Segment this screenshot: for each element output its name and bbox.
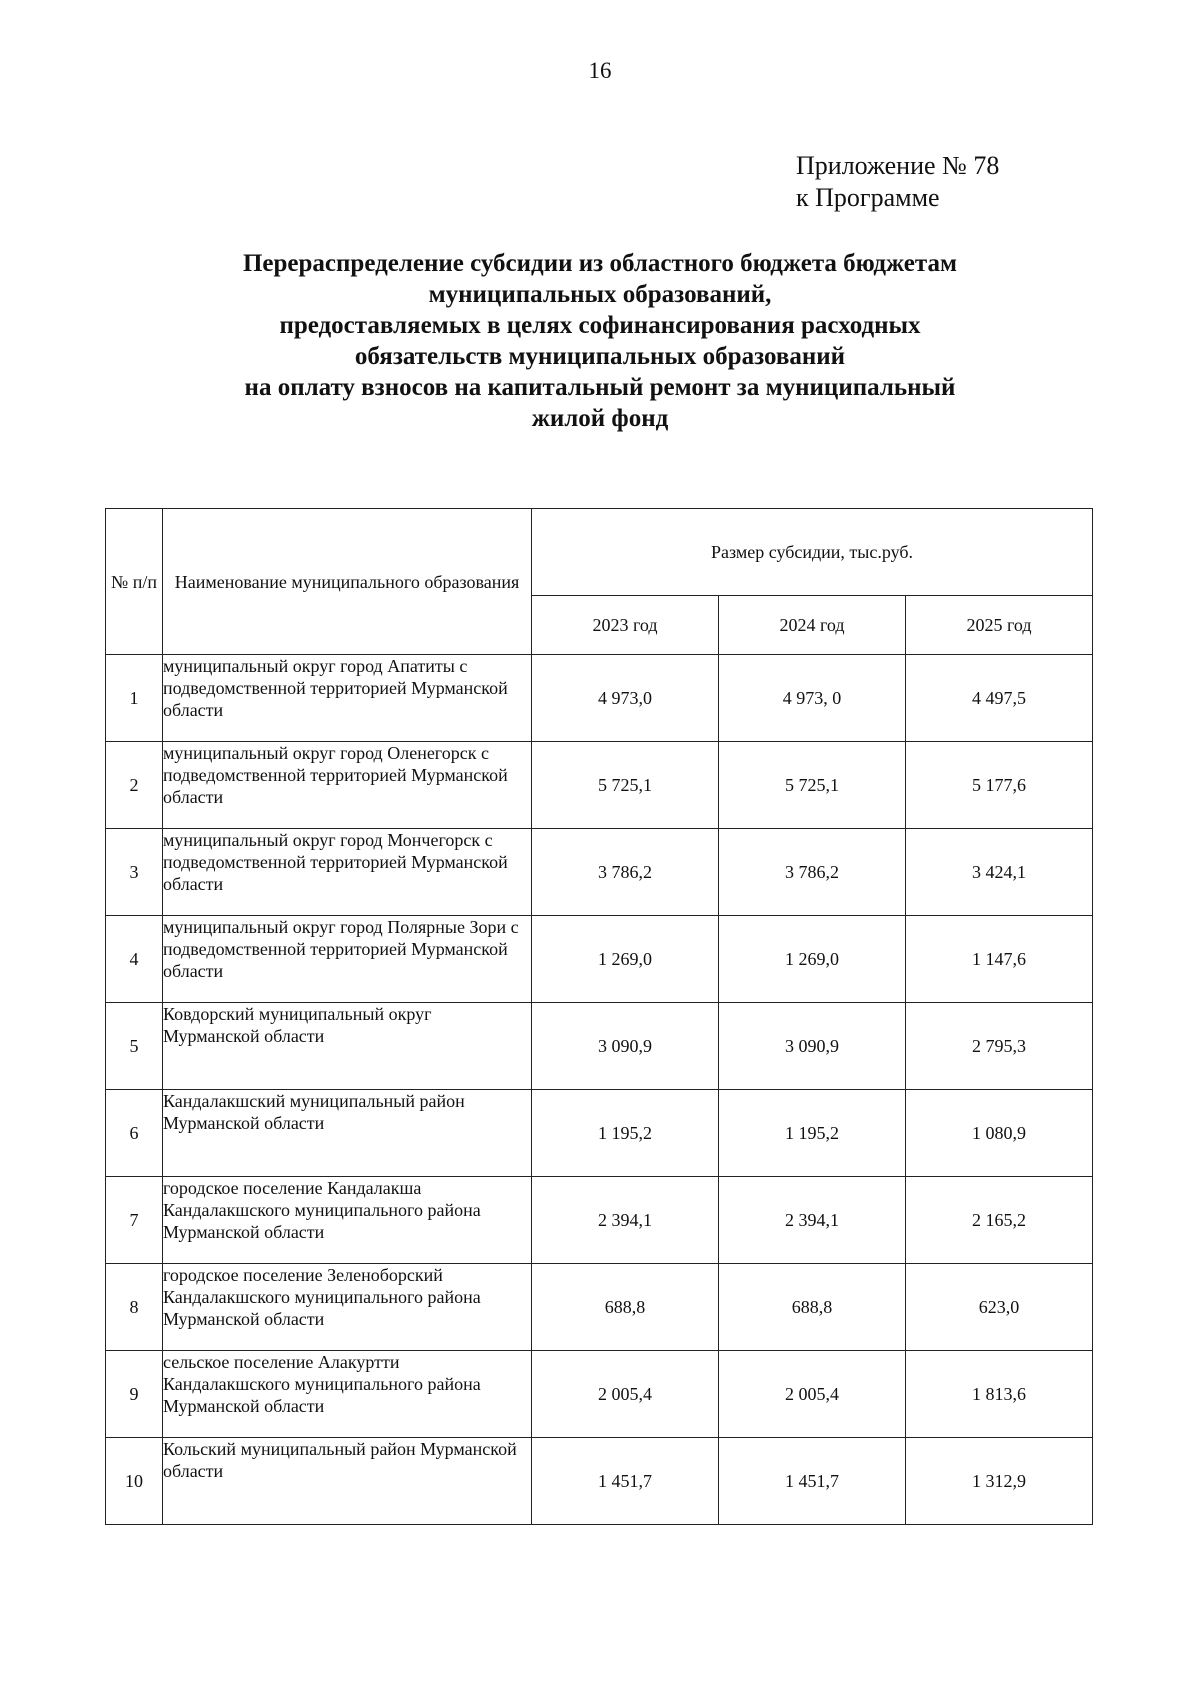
municipality-name: Ковдорский муниципальный округ Мурманской области [163, 1003, 532, 1090]
page-number: 16 [588, 58, 612, 83]
header-year-2025: 2025 год [906, 596, 1093, 655]
table-row [106, 655, 1093, 742]
value-2025: 623,0 [906, 1264, 1093, 1351]
municipality-name: муниципальный округ город Мончегорск с подведомственной территорией Мурманской области [163, 829, 532, 916]
value-2023: 1 451,7 [532, 1438, 719, 1525]
value-2023: 3 090,9 [532, 1003, 719, 1090]
table-row [106, 916, 1093, 1003]
row-number: 1 [106, 655, 163, 742]
title-line: Перераспределение субсидии из областного бюджета бюджетам [242, 250, 958, 277]
municipality-name: городское поселение Кандалакша Кандалакшского муниципального района Мурманской области [163, 1177, 532, 1264]
value-2024: 4 973, 0 [719, 655, 906, 742]
value-2024: 3 786,2 [719, 829, 906, 916]
value-2024: 688,8 [719, 1264, 906, 1351]
header-year-2024: 2024 год [719, 596, 906, 655]
title-line: муниципальных образований, [428, 281, 772, 308]
table-row [106, 1003, 1093, 1090]
municipality-name: сельское поселение Алакуртти Кандалакшского муниципального района Мурманской области [163, 1351, 532, 1438]
title-line: жилой фонд [531, 405, 669, 432]
table-row [106, 1351, 1093, 1438]
row-number: 5 [106, 1003, 163, 1090]
table-row [106, 1438, 1093, 1525]
value-2024: 2 394,1 [719, 1177, 906, 1264]
row-number: 8 [106, 1264, 163, 1351]
table-row [106, 1090, 1093, 1177]
municipality-name: муниципальный округ город Полярные Зори с подведомственной территорией Мурманской области [163, 916, 532, 1003]
value-2025: 1 147,6 [906, 916, 1093, 1003]
municipality-name: муниципальный округ город Оленегорск с подведомственной территорией Мурманской области [163, 742, 532, 829]
municipality-name: городское поселение Зеленоборский Кандалакшского муниципального района Мурманской области [163, 1264, 532, 1351]
value-2023: 2 005,4 [532, 1351, 719, 1438]
header-year-2023: 2023 год [532, 596, 719, 655]
value-2024: 5 725,1 [719, 742, 906, 829]
row-number: 2 [106, 742, 163, 829]
row-number: 7 [106, 1177, 163, 1264]
value-2025: 1 080,9 [906, 1090, 1093, 1177]
title-line: на оплату взносов на капитальный ремонт за муниципальный [244, 374, 956, 401]
appendix-line-2: к Программе [796, 183, 940, 212]
value-2024: 1 195,2 [719, 1090, 906, 1177]
value-2023: 1 269,0 [532, 916, 719, 1003]
document-title [140, 248, 1060, 434]
row-number: 10 [106, 1438, 163, 1525]
value-2025: 4 497,5 [906, 655, 1093, 742]
row-number: 6 [106, 1090, 163, 1177]
title-line: предоставляемых в целях софинансирования расходных [279, 312, 921, 339]
title-line: обязательств муниципальных образований [354, 343, 846, 370]
value-2023: 2 394,1 [532, 1177, 719, 1264]
value-2024: 3 090,9 [719, 1003, 906, 1090]
table-row [106, 742, 1093, 829]
row-number: 9 [106, 1351, 163, 1438]
municipality-name: Кандалакшский муниципальный район Мурманской области [163, 1090, 532, 1177]
value-2024: 2 005,4 [719, 1351, 906, 1438]
value-2024: 1 269,0 [719, 916, 906, 1003]
value-2024: 1 451,7 [719, 1438, 906, 1525]
subsidy-table [105, 508, 1093, 1525]
value-2025: 2 165,2 [906, 1177, 1093, 1264]
value-2025: 2 795,3 [906, 1003, 1093, 1090]
appendix-reference [796, 150, 999, 214]
value-2023: 3 786,2 [532, 829, 719, 916]
value-2025: 5 177,6 [906, 742, 1093, 829]
municipality-name: муниципальный округ город Апатиты с подведомственной территорией Мурманской области [163, 655, 532, 742]
value-2025: 1 312,9 [906, 1438, 1093, 1525]
value-2023: 1 195,2 [532, 1090, 719, 1177]
row-number: 3 [106, 829, 163, 916]
header-name: Наименование муниципального образования [163, 509, 532, 655]
table-row [106, 1177, 1093, 1264]
appendix-line-1: Приложение № 78 [796, 151, 1000, 180]
value-2025: 1 813,6 [906, 1351, 1093, 1438]
value-2023: 5 725,1 [532, 742, 719, 829]
value-2025: 3 424,1 [906, 829, 1093, 916]
row-number: 4 [106, 916, 163, 1003]
header-number: № п/п [106, 509, 163, 655]
value-2023: 4 973,0 [532, 655, 719, 742]
table-row [106, 829, 1093, 916]
municipality-name: Кольский муниципальный район Мурманской области [163, 1438, 532, 1525]
value-2023: 688,8 [532, 1264, 719, 1351]
table-row [106, 1264, 1093, 1351]
header-subsidy-size: Размер субсидии, тыс.руб. [532, 509, 1093, 596]
